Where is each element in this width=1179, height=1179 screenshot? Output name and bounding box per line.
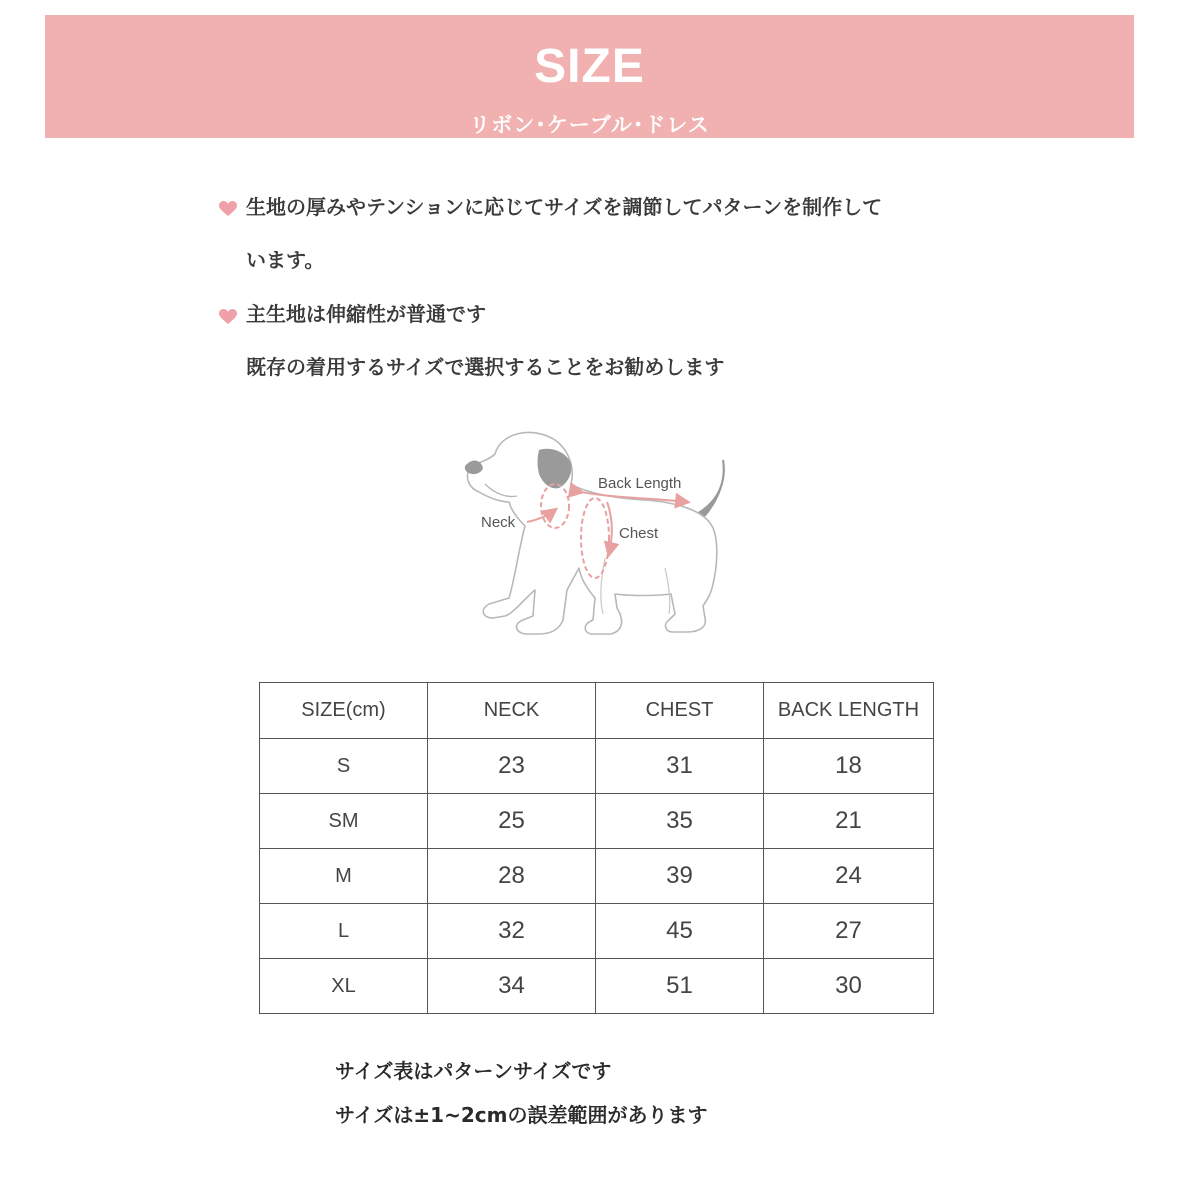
note-line-2: います。 — [246, 248, 325, 272]
size-cell: SM — [260, 794, 428, 849]
header-chest: CHEST — [596, 683, 764, 739]
chest-label: Chest — [619, 525, 659, 542]
table-row — [260, 959, 934, 1014]
back-length-cell: 30 — [764, 959, 934, 1014]
table-row — [260, 794, 934, 849]
back-length-label: Back Length — [598, 475, 682, 492]
header-size: SIZE(cm) — [260, 683, 428, 739]
neck-cell: 23 — [428, 739, 596, 794]
header-neck: NECK — [428, 683, 596, 739]
chest-cell: 35 — [596, 794, 764, 849]
chest-cell: 45 — [596, 904, 764, 959]
header-back-length: BACK LENGTH — [764, 683, 934, 739]
heart-icon — [219, 309, 237, 325]
page-title: SIZE — [534, 40, 645, 93]
chest-cell: 51 — [596, 959, 764, 1014]
dog-measurement-diagram — [455, 418, 745, 648]
table-row — [260, 739, 934, 794]
back-length-cell: 18 — [764, 739, 934, 794]
size-cell: M — [260, 849, 428, 904]
title-banner — [45, 15, 1134, 138]
neck-cell: 32 — [428, 904, 596, 959]
chest-cell: 39 — [596, 849, 764, 904]
footer-note-1: サイズ表はパターンサイズです — [335, 1059, 612, 1083]
size-cell: L — [260, 904, 428, 959]
back-length-cell: 21 — [764, 794, 934, 849]
footer-note-2: サイズは±1~2cmの誤差範囲があります — [335, 1103, 708, 1127]
back-length-cell: 24 — [764, 849, 934, 904]
table-row — [260, 849, 934, 904]
neck-cell: 28 — [428, 849, 596, 904]
note-line-4: 既存の着用するサイズで選択することをお勧めします — [246, 355, 725, 379]
neck-label: Neck — [481, 514, 516, 531]
back-length-cell: 27 — [764, 904, 934, 959]
product-subtitle: リボン･ケーブル･ドレス — [469, 113, 710, 137]
note-line-1: 生地の厚みやテンションに応じてサイズを調節してパターンを制作して — [246, 195, 883, 219]
heart-icon — [219, 201, 237, 217]
note-line-3: 主生地は伸縮性が普通です — [246, 302, 486, 326]
table-header-row — [260, 683, 934, 739]
size-cell: S — [260, 739, 428, 794]
table-row — [260, 904, 934, 959]
neck-cell: 34 — [428, 959, 596, 1014]
size-chart-table — [259, 682, 934, 1014]
neck-cell: 25 — [428, 794, 596, 849]
dog-body-outline — [467, 432, 716, 634]
size-cell: XL — [260, 959, 428, 1014]
chest-cell: 31 — [596, 739, 764, 794]
